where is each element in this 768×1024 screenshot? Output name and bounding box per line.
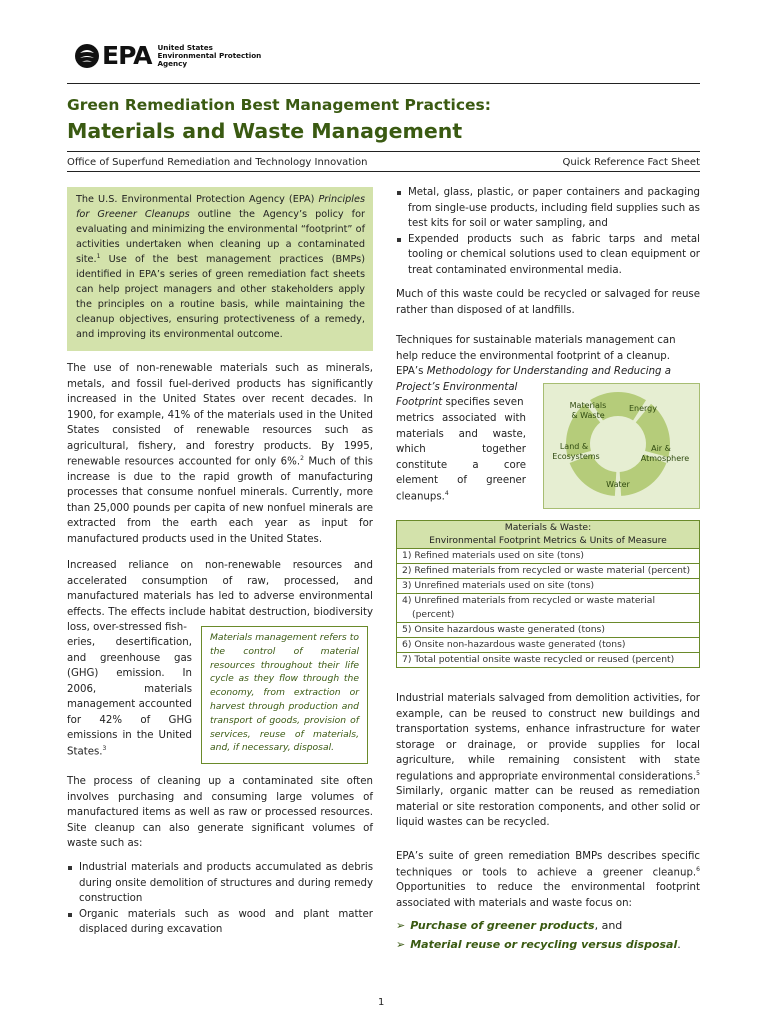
paragraph-nonrenewable: The use of non-renewable materials such as minerals, metals, and fossil fuel-derived products has significantly increased in the United States over recent decades. In 1900, for example, 41% of the materials used in the United States consisted of renewable resources such as agricultural, fishery, and forestry products. By 1995, renewable resources accounted for only 6%.$^2$ Much of this increase is due to the rapid growth of manufacturing processes that consume nonfuel minerals. Currently, more than 25,000 pounds per capita of new nonfuel minerals are extracted from the earth each year as input for manufactured products used in the United States. [67,363,373,545]
header-divider [67,83,700,84]
list-item: Industrial materials and products accumulated as debris during onsite demolition of structures and during remedy construction [67,860,373,907]
footprint-diagram [543,383,700,509]
office-name: Office of Superfund Remediation and Technology Innovation [67,157,368,168]
table-row: 5) Onsite hazardous waste generated (tons) [397,622,700,637]
epa-wordmark: EPA [102,41,152,70]
subheader-divider [67,171,700,172]
arrow-icon: ➢ [396,919,406,932]
paragraph-recycle: Much of this waste could be recycled or salvaged for reuse rather than disposed of at landfills. [396,289,700,316]
segment-label-land: Ecosystems [552,452,600,461]
arrow-icon: ➢ [396,938,406,952]
paragraph-bmp-suite: EPA’s suite of green remediation BMPs describes specific techniques or tools to achieve a greener cleanup.$^6$ Opportunities to reduce the environmental footprint associated with materials and waste focus on: [396,851,700,909]
intro-box: The U.S. Environmental Protection Agency (EPA) Principles for Greener Cleanups outline the Agency’s policy for evaluating and minimizing the environmental “footprint” of activities undertaken when cleaning up a contaminated site.$^1$ Use of the best management practices (BMPs) identified in EPA’s series of green remediation fact sheets can help project managers and other stakeholders apply the principles on a routine basis, while maintaining the cleanup objectives, ensuring protectiveness of a remedy, and improving its environmental outcome. [67,187,373,351]
table-row: 6) Onsite non-hazardous waste generated (tons) [397,637,700,652]
materials-management-callout: Materials management refers to the control of material resources throughout their life cycle as they flow through the economy, from extraction or harvest through production and transport of goods, provision of services, reuse of materials, and, if necessary, disposal. [201,626,368,764]
title-divider [67,151,700,152]
table-title: Materials & Waste: Environmental Footprint Metrics & Units of Measure [397,521,700,549]
list-item: Organic materials such as wood and plant matter displaced during excavation [67,907,373,938]
sheet-type: Quick Reference Fact Sheet [562,157,700,168]
segment-label-air: Air & [651,444,671,453]
table-row: 7) Total potential onsite waste recycled or reused (percent) [397,652,700,667]
epa-logo [74,40,261,72]
epa-seal-icon [74,43,100,69]
paragraph-cleanup-process: The process of cleaning up a contaminated site often involves purchasing and consuming large volumes of manufactured items as well as raw or processed resources. Site cleanup can also generate significant volumes of waste such as: [67,776,373,849]
paragraph-reliance-a: Increased reliance on non-renewable resources and accelerated consumption of raw, processed, and manufactured materials has led to adverse environmental effects. The effects include habitat destruction, biodiversity loss, over-stressed fish- [67,560,373,633]
agency-name: United States Environmental Protection Agency [157,42,262,69]
paragraph-industrial-salvage: Industrial materials salvaged from demolition activities, for example, can be reused to construct new buildings and transportation systems, enhance infrastructure for water storage or drainage, or provide supplies for local agriculture, while remaining consistent with state regulations and appropriate environmental considerations.$^5$ Similarly, organic matter can be reused as remediation material or site restoration components, and other solid or liquid wastes can be recycled. [396,693,700,829]
page-title-line1: Green Remediation Best Management Practices: [67,96,491,114]
waste-bullets-left [67,860,373,938]
footprint-wheel [544,384,701,510]
waste-bullets-right [396,185,700,278]
paragraph-reliance-b: eries, desertification, and greenhouse gas (GHG) emission. In 2006, materials management accounted for 42% of GHG emissions in the United States.$^3$ [67,637,192,757]
list-item: ➢ Purchase of greener products, and [396,919,623,932]
table-row: 2) Refined materials from recycled or waste material (percent) [397,563,700,578]
segment-label-energy: Energy [628,404,658,413]
segment-label-materials: & Waste [571,411,605,420]
segment-label-air: Atmosphere [640,454,690,463]
metrics-table [396,520,700,668]
page-title-line2: Materials and Waste Management [67,119,463,143]
segment-label-land: Land & [559,442,589,451]
list-item: Metal, glass, plastic, or paper containers and packaging from single-use products, including field supplies such as test kits for soil or water sampling, and [396,185,700,232]
segment-label-water: Water [606,480,630,489]
paragraph-techniques-a: Techniques for sustainable materials management can help reduce the environmental footprint of a cleanup. EPA’s Methodology for Understanding and Reducing a Project’s Environmental Footprint specifies seven [396,335,676,408]
table-row: 4) Unrefined materials from recycled or waste material (percent) [397,593,700,622]
list-item: Expended products such as fabric tarps and metal tooling or chemical solutions used to clean equipment or treat contaminated environmental media. [396,232,700,279]
table-row: 3) Unrefined materials used on site (tons) [397,578,700,593]
segment-label-materials: Materials [569,401,607,410]
page-number: 1 [378,997,385,1008]
paragraph-techniques-b: metrics associated with materials and waste, which together constitute a core element of greener cleanups.$^4$ [396,413,526,502]
list-item: ➢ Material reuse or recycling versus disposal. [396,938,681,952]
focus-list [396,916,700,955]
table-row: 1) Refined materials used on site (tons) [397,548,700,563]
